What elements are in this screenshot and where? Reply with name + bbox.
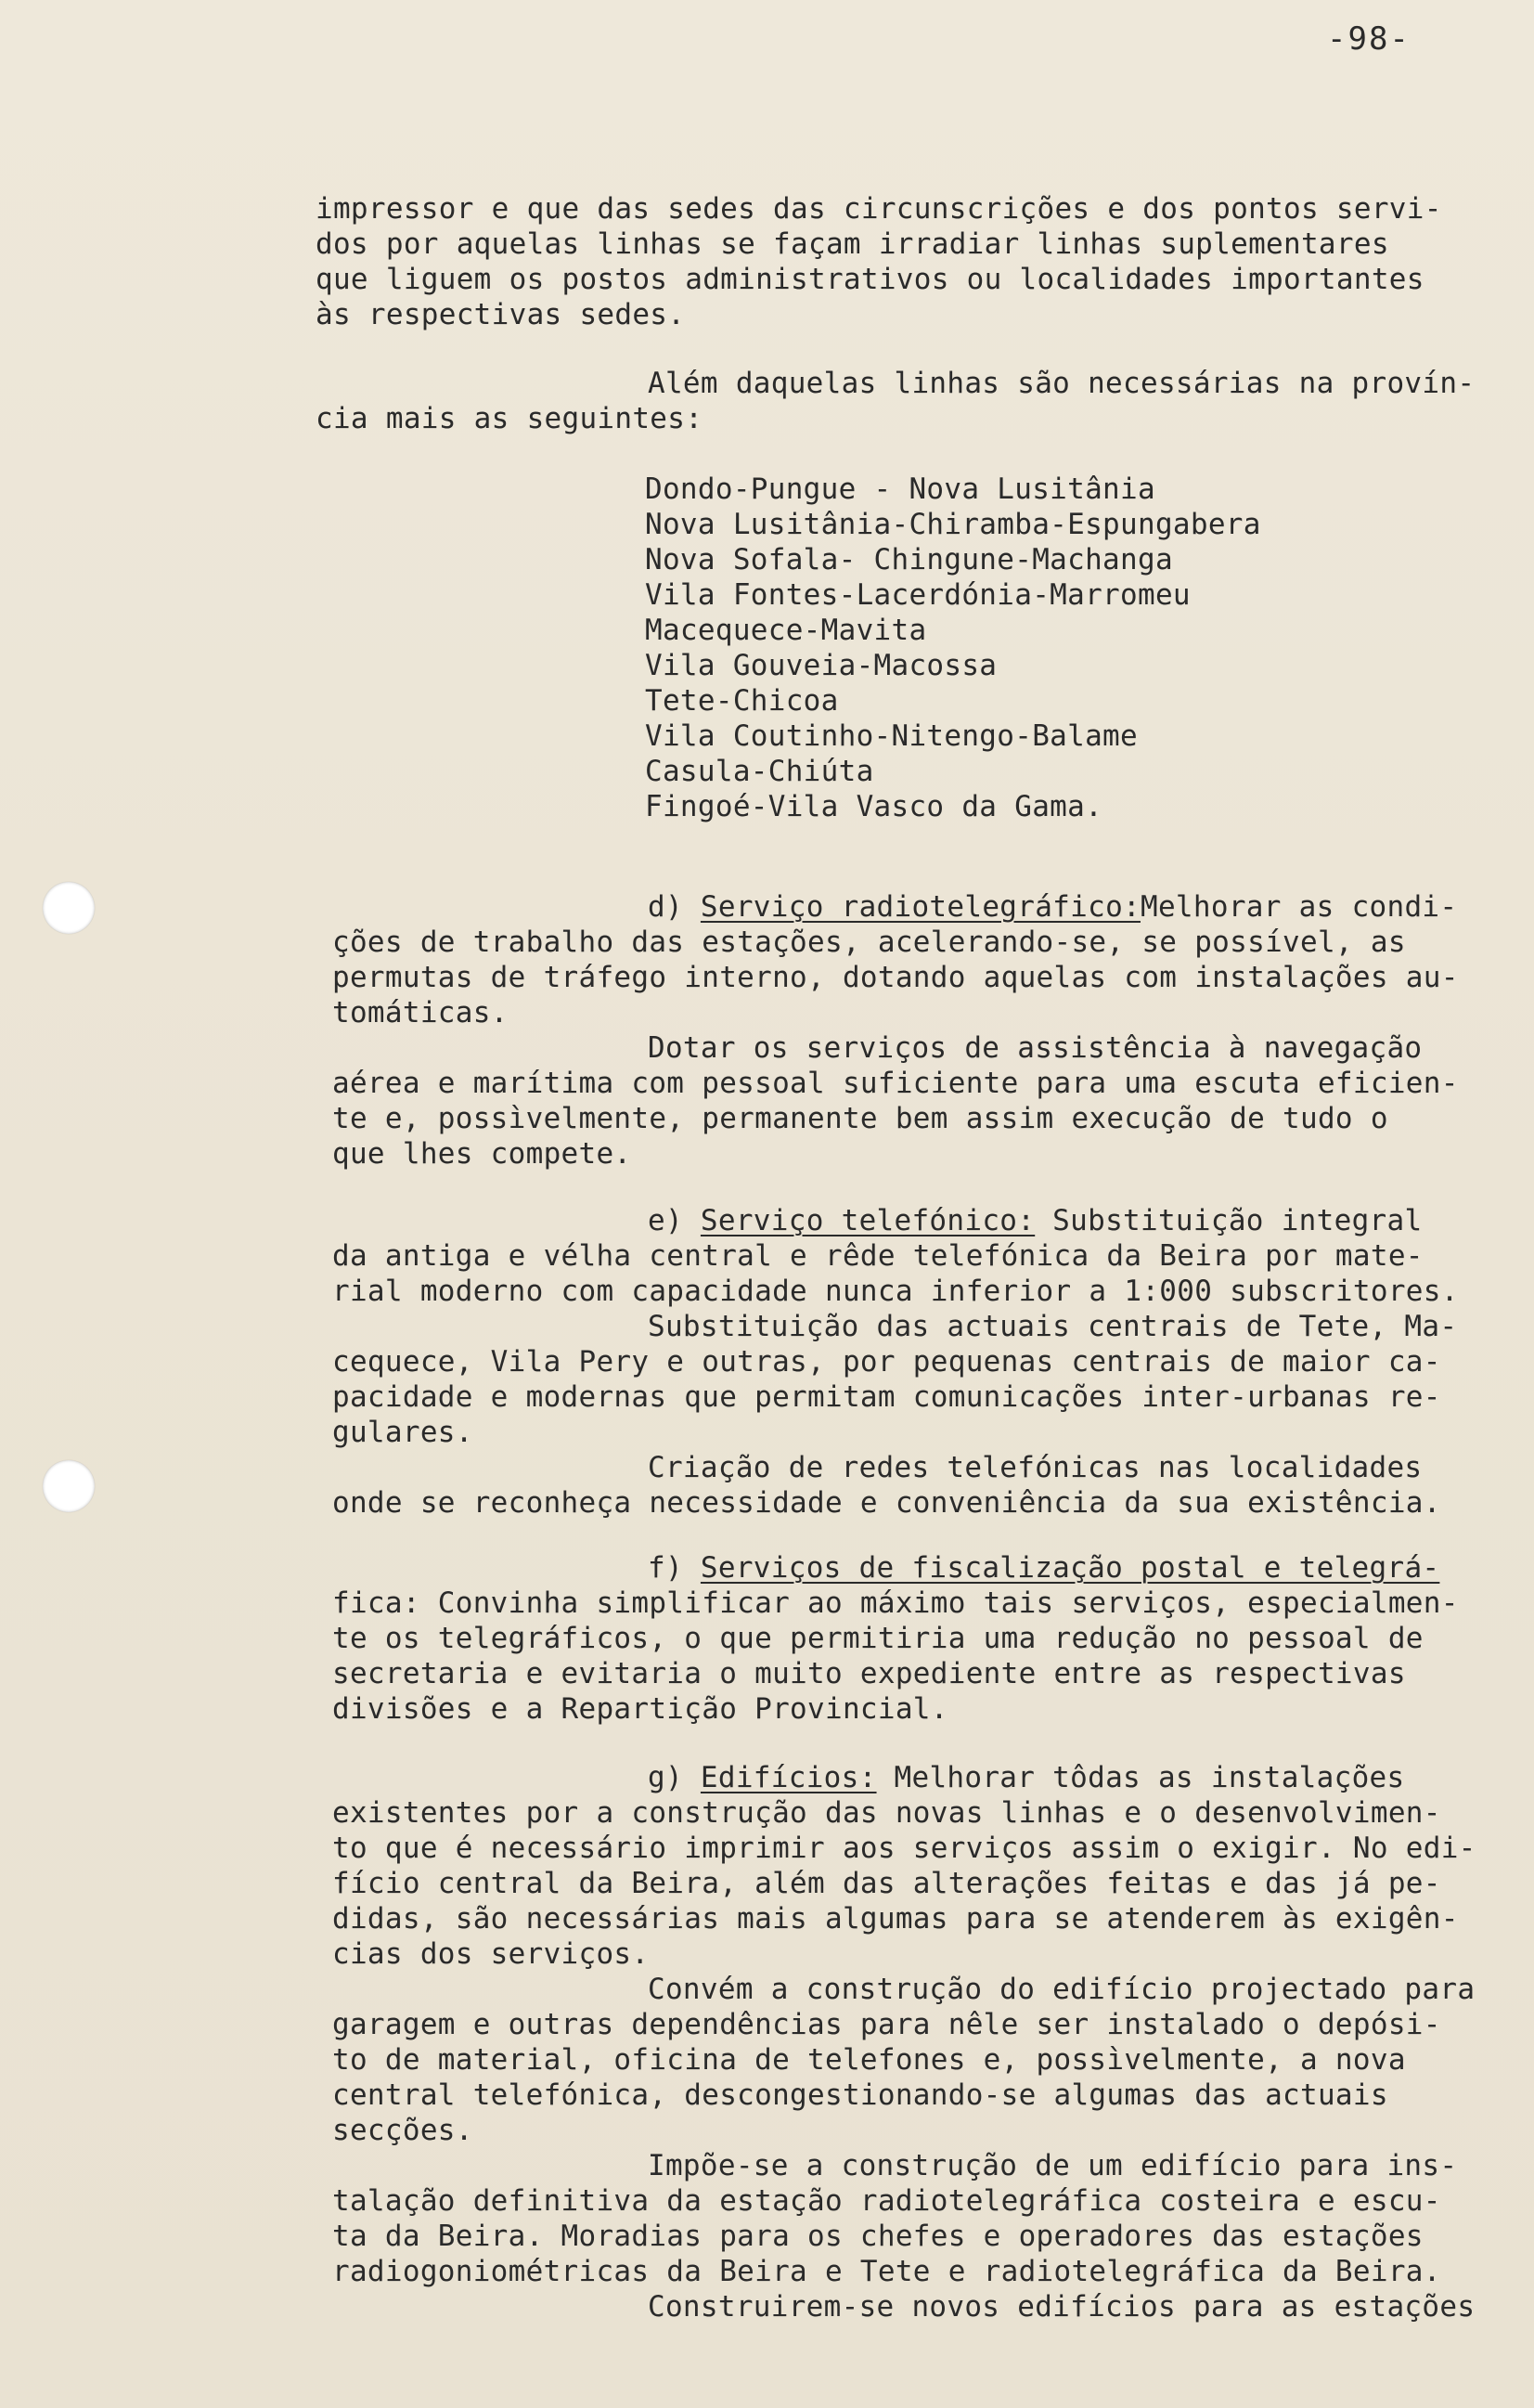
text-line: central telefónica, descongestionando-se algumas das actuais xyxy=(332,2078,1388,2112)
text-line: ta da Beira. Moradias para os chefes e operadores das estações xyxy=(332,2220,1424,2253)
text-line: talação definitiva da estação radiotelegráfica costeira e escu- xyxy=(332,2184,1441,2218)
text-line: que liguem os postos administrativos ou localidades importantes xyxy=(316,263,1424,296)
text-line: onde se reconheça necessidade e conveniência da sua existência. xyxy=(332,1486,1441,1520)
section-lead: Melhorar as condi- xyxy=(1141,890,1458,924)
section-heading xyxy=(648,1204,1423,1237)
text-line: radiogoniométricas da Beira e Tete e radiotelegráfica da Beira. xyxy=(332,2255,1441,2288)
route-item: Vila Coutinho-Nitengo-Balame xyxy=(645,719,1138,753)
section-lead: Melhorar tôdas as instalações xyxy=(876,1761,1405,1794)
section-heading xyxy=(648,1551,1440,1585)
section-lead: Substituição integral xyxy=(1035,1204,1423,1237)
text-line: garagem e outras dependências para nêle ser instalado o depósi- xyxy=(332,2008,1441,2041)
section-letter: d) xyxy=(648,890,701,924)
text-line: didas, são necessárias mais algumas para se atenderem às exigên- xyxy=(332,1902,1459,1935)
text-line: Substituição das actuais centrais de Tete, Ma- xyxy=(648,1310,1458,1343)
text-line: pacidade e modernas que permitam comunicações inter-urbanas re- xyxy=(332,1380,1441,1414)
text-line: cias dos serviços. xyxy=(332,1937,650,1971)
text-line: gulares. xyxy=(332,1416,473,1449)
text-line: rial moderno com capacidade nunca inferior a 1:000 subscritores. xyxy=(332,1275,1459,1308)
text-line: tomáticas. xyxy=(332,996,509,1029)
section-title: Edifícios: xyxy=(700,1761,877,1794)
section-title: Serviço radiotelegráfico: xyxy=(700,890,1141,924)
route-item: Casula-Chiúta xyxy=(645,755,874,788)
text-line: Impõe-se a construção de um edifício para ins- xyxy=(648,2149,1458,2182)
text-line: to que é necessário imprimir aos serviços assim o exigir. No edi- xyxy=(332,1832,1476,1865)
text-line: cequece, Vila Pery e outras, por pequenas centrais de maior ca- xyxy=(332,1345,1441,1379)
text-line: te os telegráficos, o que permitiria uma redução no pessoal de xyxy=(332,1622,1424,1655)
text-line: secções. xyxy=(332,2114,473,2147)
route-item: Vila Gouveia-Macossa xyxy=(645,649,998,682)
text-line: Dotar os serviços de assistência à navegação xyxy=(648,1031,1423,1065)
text-line: divisões e a Repartição Provincial. xyxy=(332,1692,948,1726)
route-item: Vila Fontes-Lacerdónia-Marromeu xyxy=(645,578,1191,612)
text-line: Construirem-se novos edifícios para as estações xyxy=(648,2290,1476,2324)
text-line: dos por aquelas linhas se façam irradiar linhas suplementares xyxy=(316,227,1389,261)
route-item: Dondo-Pungue - Nova Lusitânia xyxy=(645,473,1155,506)
punch-hole-bottom xyxy=(43,1460,95,1512)
text-line: Convém a construção do edifício projectado para xyxy=(648,1973,1476,2006)
text-line: Além daquelas linhas são necessárias na provín- xyxy=(648,367,1476,400)
text-line: que lhes compete. xyxy=(332,1137,632,1171)
text-line: to de material, oficina de telefones e, possìvelmente, a nova xyxy=(332,2043,1406,2077)
text-line: secretaria e evitaria o muito expediente entre as respectivas xyxy=(332,1657,1406,1690)
text-line: te e, possìvelmente, permanente bem assim execução de tudo o xyxy=(332,1102,1388,1135)
section-letter: e) xyxy=(648,1204,701,1237)
section-letter: f) xyxy=(648,1551,701,1585)
text-line: aérea e marítima com pessoal suficiente para uma escuta eficien- xyxy=(332,1067,1459,1100)
route-item: Nova Sofala- Chingune-Machanga xyxy=(645,543,1173,576)
section-heading xyxy=(648,1761,1405,1794)
text-line: ções de trabalho das estações, acelerando-se, se possível, as xyxy=(332,926,1406,959)
section-heading xyxy=(648,890,1458,924)
route-item: Fingoé-Vila Vasco da Gama. xyxy=(645,790,1103,823)
text-line: existentes por a construção das novas linhas e o desenvolvimen- xyxy=(332,1796,1441,1830)
text-line: fica: Convinha simplificar ao máximo tais serviços, especialmen- xyxy=(332,1586,1459,1620)
text-line: fício central da Beira, além das alterações feitas e das já pe- xyxy=(332,1867,1441,1900)
section-title: Serviço telefónico: xyxy=(700,1204,1036,1237)
text-line: impressor e que das sedes das circunscrições e dos pontos servi- xyxy=(316,192,1442,226)
route-item: Nova Lusitânia-Chiramba-Espungabera xyxy=(645,508,1261,541)
text-line: permutas de tráfego interno, dotando aquelas com instalações au- xyxy=(332,961,1459,994)
page-number: -98- xyxy=(1327,20,1411,58)
section-letter: g) xyxy=(648,1761,701,1794)
route-item: Macequece-Mavita xyxy=(645,614,927,647)
punch-hole-top xyxy=(43,882,95,934)
section-title: Serviços de fiscalização postal e telegrá- xyxy=(700,1551,1440,1585)
route-item: Tete-Chicoa xyxy=(645,684,839,718)
text-line: da antiga e vélha central e rêde telefónica da Beira por mate- xyxy=(332,1239,1424,1273)
text-line: Criação de redes telefónicas nas localidades xyxy=(648,1451,1423,1484)
text-line: às respectivas sedes. xyxy=(316,298,686,331)
text-line: cia mais as seguintes: xyxy=(316,402,703,435)
